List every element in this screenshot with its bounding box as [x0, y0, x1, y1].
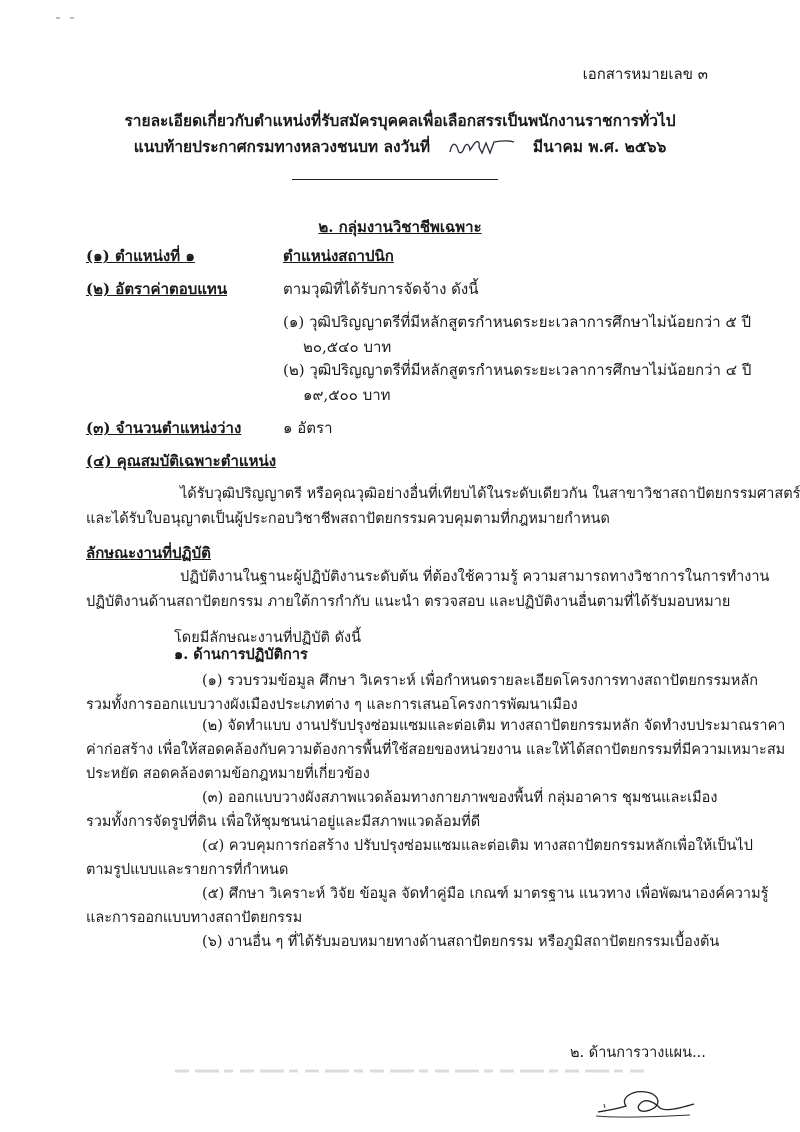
- scan-speck: [56, 17, 60, 19]
- duty-item-cont: รวมทั้งการจัดรูปที่ดิน เพื่อให้ชุมชนน่าอยู่และมีสภาพแวดล้อมที่ดี: [86, 814, 481, 830]
- compensation-intro: ตามวุฒิที่ได้รับการจัดจ้าง ดังนี้: [283, 280, 479, 298]
- document-subtitle: [0, 134, 800, 159]
- qualifications-text: ได้รับวุฒิปริญญาตรี หรือคุณวุฒิอย่างอื่นที่เทียบได้ในระดับเดียวกัน ในสาขาวิชาสถาปัตยกรรมศาสตร์: [180, 486, 800, 502]
- compensation-amount: ๑๙,๕๐๐ บาท: [303, 386, 391, 404]
- continuation-note: ๒. ด้านการวางแผน...: [570, 1045, 706, 1061]
- signature-initials: [590, 1082, 700, 1120]
- compensation-item: (๒) วุฒิปริญญาตรีที่มีหลักสูตรกำหนดระยะเวลาการศึกษาไม่น้อยกว่า ๔ ปี: [283, 361, 752, 379]
- compensation-item: (๑) วุฒิปริญญาตรีที่มีหลักสูตรกำหนดระยะเวลาการศึกษาไม่น้อยกว่า ๕ ปี: [283, 313, 752, 331]
- position-value: ตำแหน่งสถาปนิก: [283, 247, 394, 265]
- duty-item-cont: ตามรูปแบบและรายการที่กำหนด: [86, 862, 289, 878]
- document-number: เอกสารหมายเลข ๓: [582, 65, 708, 83]
- duty-item: (๓) ออกแบบวางผังสภาพแวดล้อมทางกายภาพของพื้นที่ กลุ่มอาคาร ชุมชนและเมือง: [202, 790, 718, 806]
- title-divider: [292, 179, 498, 180]
- duty-item-cont: และการออกแบบทางสถาปัตยกรรม: [86, 910, 303, 926]
- duty-item: (๖) งานอื่น ๆ ที่ได้รับมอบหมายทางด้านสถาปัตยกรรม หรือภูมิสถาปัตยกรรมเบื้องต้น: [202, 934, 720, 950]
- duty-item: (๒) จัดทำแบบ งานปรับปรุงซ่อมแซมและต่อเติม ทางสถาปัตยกรรมหลัก จัดทำงบประมาณราคา: [202, 718, 786, 734]
- duties-text: ปฏิบัติงานในฐานะผู้ปฏิบัติงานระดับต้น ที่ต้องใช้ความรู้ ความสามารถทางวิชาการในการทำงาน: [180, 569, 770, 585]
- qualifications-text: และได้รับใบอนุญาตเป็นผู้ประกอบวิชาชีพสถาปัตยกรรมควบคุมตามที่กฎหมายกำหนด: [86, 511, 610, 527]
- compensation-label: (๒) อัตราค่าตอบแทน: [86, 280, 228, 298]
- duty-item: (๔) ควบคุมการก่อสร้าง ปรับปรุงซ่อมแซมและต่อเติม ทางสถาปัตยกรรมหลักเพื่อให้เป็นไป: [202, 838, 753, 854]
- duty-item: (๑) รวบรวมข้อมูล ศึกษา วิเคราะห์ เพื่อกำหนดรายละเอียดโครงการทางสถาปัตยกรรมหลัก: [202, 673, 758, 689]
- handwritten-date: [446, 138, 518, 158]
- duty-item-cont: ประหยัด สอดคล้องตามข้อกฎหมายที่เกี่ยวข้อง: [86, 766, 370, 782]
- group-heading: ๒. กลุ่มงานวิชาชีพเฉพาะ: [318, 218, 482, 236]
- scan-speck: [70, 17, 74, 19]
- duties-label: ลักษณะงานที่ปฏิบัติ: [86, 544, 211, 562]
- subtitle-prefix: แนบท้ายประกาศกรมทางหลวงชนบท ลงวันที่: [133, 137, 431, 156]
- section-heading: ๑. ด้านการปฏิบัติการ: [174, 646, 308, 663]
- duties-intro: โดยมีลักษณะงานที่ปฏิบัติ ดังนี้: [174, 630, 361, 646]
- vacancies-value: ๑ อัตรา: [283, 419, 333, 437]
- bleed-through-text: [175, 1066, 645, 1076]
- duties-text: ปฏิบัติงานด้านสถาปัตยกรรม ภายใต้การกำกับ แนะนำ ตรวจสอบ และปฏิบัติงานอื่นตามที่ได้รับมอบหมาย: [86, 594, 731, 610]
- subtitle-suffix: มีนาคม พ.ศ. ๒๕๖๖: [532, 137, 667, 156]
- compensation-amount: ๒๐,๕๔๐ บาท: [303, 338, 392, 356]
- duty-item-cont: รวมทั้งการออกแบบวางผังเมืองประเภทต่าง ๆ และการเสนอโครงการพัฒนาเมือง: [86, 697, 578, 713]
- duty-item-cont: ค่าก่อสร้าง เพื่อให้สอดคล้องกับความต้องการพื้นที่ใช้สอยของหน่วยงาน และให้ได้สถาปัตยกรรมที่มีความเหมาะสม: [86, 742, 786, 758]
- position-label: (๑) ตำแหน่งที่ ๑: [86, 247, 195, 265]
- qualifications-label: (๔) คุณสมบัติเฉพาะตำแหน่ง: [86, 452, 277, 470]
- document-title: รายละเอียดเกี่ยวกับตำแหน่งที่รับสมัครบุคคลเพื่อเลือกสรรเป็นพนักงานราชการทั่วไป: [124, 111, 676, 130]
- duty-item: (๕) ศึกษา วิเคราะห์ วิจัย ข้อมูล จัดทำคู่มือ เกณฑ์ มาตรฐาน แนวทาง เพื่อพัฒนาองค์ความรู้: [202, 886, 769, 902]
- vacancies-label: (๓) จำนวนตำแหน่งว่าง: [86, 419, 242, 437]
